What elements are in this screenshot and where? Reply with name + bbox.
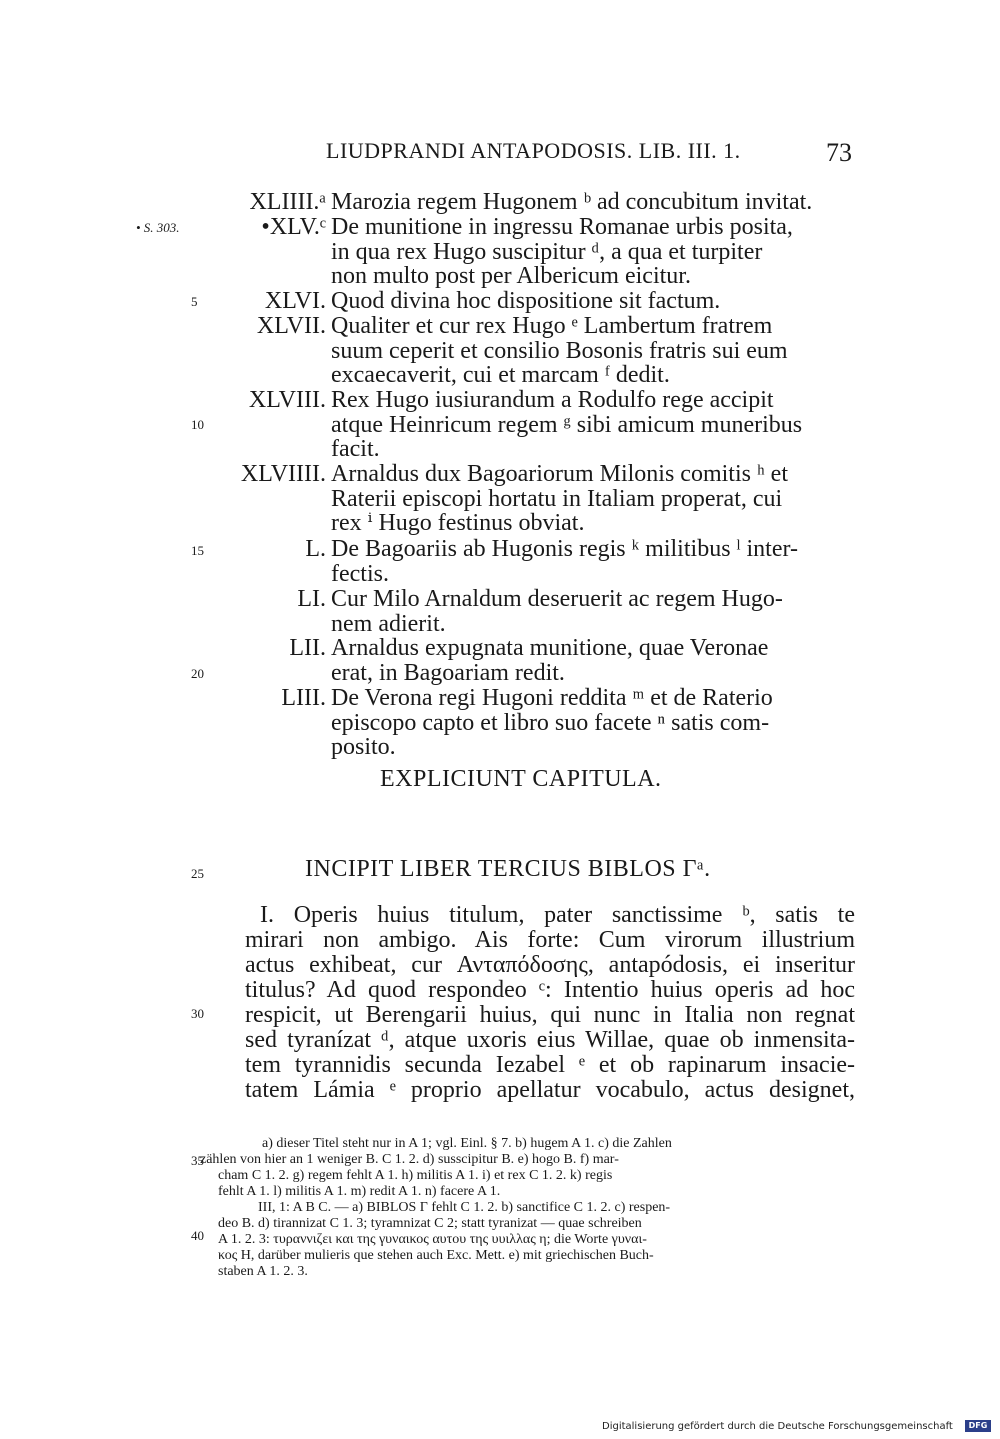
chapter-number: L. [305,536,326,562]
chapter-title: Arnaldus expugnata munitione, quae Veronae erat, in Bagoariam redit. [331,635,769,686]
chapter-title: De munitione in ingressu Romanae urbis posita, in qua rex Hugo suscipitur ᵈ, a qua et turpiter non multo post per Albericum eicitur. [331,214,793,289]
text-line: I. Operis huius titulum, pater sanctissime ᵇ, satis te [260,902,855,928]
line-number: 25 [191,866,204,881]
text-line: titulus? Ad quod respondeo ᶜ: Intentio huius operis ad hoc [245,977,855,1003]
chapter-title: De Verona regi Hugoni reddita ᵐ et de Raterio episcopo capto et libro suo facete ⁿ satis com- posito. [331,685,773,760]
footnote-line: deo B. d) tirannizat C 1. 3; tyramnizat C 2; statt tyranizat — quae schreiben [218,1216,642,1231]
line-number: 10 [191,417,204,432]
chapter-title: Quod divina hoc dispositione sit factum. [331,288,721,314]
explicit-heading: EXPLICIUNT CAPITULA. [380,766,662,792]
text-line: respicit, ut Berengarii huius, qui nunc in Italia non regnat [245,1002,855,1028]
margin-page-reference: • S. 303. [136,220,180,235]
line-number: 35 [191,1153,204,1168]
page-number: 73 [826,138,852,167]
chapter-number: •XLV.ᶜ [261,214,326,240]
chapter-number: XLVIIII. [240,461,326,487]
footnote-line: III, 1: A B C. — a) BIBLOS Γ fehlt C 1. 2. b) sanctifice C 1. 2. c) respen- [258,1200,671,1215]
chapter-title: Cur Milo Arnaldum deseruerit ac regem Hugo- nem adierit. [331,586,783,637]
footnote-line: a) dieser Titel steht nur in A 1; vgl. Einl. § 7. b) hugem A 1. c) die Zahlen [262,1136,672,1151]
digitization-credit: Digitalisierung gefördert durch die Deutsche Forschungsgemeinschaft [602,1421,953,1432]
chapter-title: Rex Hugo iusiurandum a Rodulfo rege accipit atque Heinricum regem ᵍ sibi amicum muneribus facit. [331,387,803,462]
incipit-heading: INCIPIT LIBER TERCIUS BIBLOS Γᵃ. [305,856,711,882]
dfg-logo: DFG [965,1420,991,1432]
chapter-number: XLVII. [256,313,326,339]
footnote-line: fehlt A 1. l) militis A 1. m) redit A 1. n) facere A 1. [218,1184,501,1199]
footnote-line: staben A 1. 2. 3. [218,1264,308,1279]
chapter-title: Qualiter et cur rex Hugo ᵉ Lambertum fratrem suum ceperit et consilio Bosonis fratris sui eum excaecaverit, cui et marcam ᶠ dedit. [331,313,788,388]
chapter-number: XLIIII.ᵃ [249,189,326,215]
chapter-number: LI. [297,586,326,612]
chapter-title: Arnaldus dux Bagoariorum Milonis comitis ʰ et Raterii episcopi hortatu in Italiam properat, cui rex ⁱ Hugo festinus obviat. [331,461,788,536]
line-number: 15 [191,543,204,558]
text-line: tatem Lámia ᵉ proprio apellatur vocabulo, actus designet, [245,1077,855,1103]
footnote-line: κος H, darüber mulieris que stehen auch Exc. Mett. e) mit griechischen Buch- [218,1248,654,1263]
text-line: tem tyrannidis secunda Iezabel ᵉ et ob rapinarum insacie- [245,1052,855,1078]
line-number: 30 [191,1006,204,1021]
chapter-number: XLVI. [264,288,326,314]
text-line: mirari non ambigo. Ais forte: Cum virorum illustrium [245,927,855,953]
chapter-title: Marozia regem Hugonem ᵇ ad concubitum invitat. [331,189,813,215]
line-number: 40 [191,1228,204,1243]
chapter-number: LIII. [281,685,326,711]
chapter-title: De Bagoariis ab Hugonis regis ᵏ militibus ˡ inter- fectis. [331,536,799,587]
chapter-number: LII. [289,635,326,661]
footnote-line: A 1. 2. 3: τυραννιζει και της γυναικος αυτου της υυιλλας η; die Worte γυναι- [218,1232,647,1247]
line-number: 5 [191,294,198,309]
text-line: sed tyranízat ᵈ, atque uxoris eius Willae, quae ob inmensita- [245,1027,855,1053]
line-number: 20 [191,666,204,681]
running-title: LIUDPRANDI ANTAPODOSIS. LIB. III. 1. [326,138,741,163]
footnote-line: cham C 1. 2. g) regem fehlt A 1. h) militis A 1. i) et rex C 1. 2. k) regis [218,1168,613,1183]
footnote-line: zählen von hier an 1 weniger B. C 1. 2. d) susscipitur B. e) hogo B. f) mar- [200,1152,619,1167]
text-line: actus exhibeat, cur Ανταπόδοσης, antapódosis, ei inseritur [245,952,855,978]
chapter-number: XLVIII. [248,387,326,413]
